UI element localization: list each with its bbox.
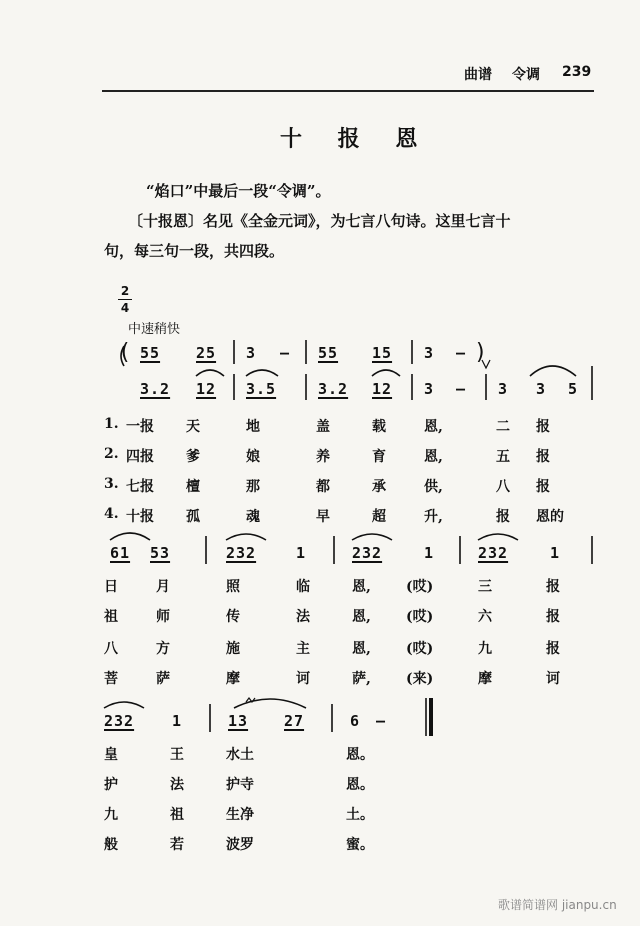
slur [352,534,392,540]
melody-note: 1 [172,712,183,730]
lyric: 般 [104,837,118,853]
slur [530,366,576,376]
lyric: 护 [104,777,118,793]
lyric: 一报 [126,419,154,435]
lyric: (哎) [406,579,434,595]
lyric: 报 [536,449,550,465]
lyric: 祖 [170,807,184,823]
intro-line-2: 〔十报恩〕名见《全金元词》，为七言八句诗。这里七言十 [128,212,511,230]
melody-note: 1 [296,544,307,562]
melody-note: 232 [478,544,509,562]
lyric: 地 [246,419,260,435]
lyric: 恩, [352,641,371,657]
melody-note: 3 [498,380,509,398]
stave-brace [121,346,124,366]
melody-note: 13 [228,712,249,730]
lyric: 生净 [226,807,254,823]
intro-note: 25 [196,344,217,362]
lyric: 日 [104,579,118,595]
lyric: 报 [546,579,560,595]
intro-dash: — [456,344,467,362]
lyric: 报 [536,479,550,495]
lyric: 载 [372,419,386,435]
lyric: 养 [316,449,330,465]
time-signature-bottom: 4 [120,301,130,315]
lyric: 王 [170,747,184,763]
verse-number: 3. [104,476,119,492]
lyric: 爹 [186,449,200,465]
intro-note: 55 [140,344,161,362]
lyric: 报 [536,419,550,435]
lyric: 恩的 [536,509,564,525]
intro-open-paren: ( [118,340,133,365]
lyric: 波罗 [226,837,254,853]
slur [104,702,144,708]
lyric: 施 [226,641,240,657]
breath-mark [482,360,490,368]
lyric: 摩 [226,671,240,687]
lyric: 月 [156,579,170,595]
lyric: 早 [316,509,330,525]
lyric: 娘 [246,449,260,465]
lyric: 九 [478,641,492,657]
slur [372,370,400,376]
lyric: 三 [478,579,492,595]
lyric: 檀 [186,479,200,495]
header-book: 曲谱 [464,67,492,83]
lyric: 超 [372,509,386,525]
final-barline-thick [429,698,433,736]
slur [478,534,518,540]
lyric: 恩, [352,579,371,595]
melody-note: 3 [424,380,435,398]
slur [110,533,150,540]
lyric: 临 [296,579,310,595]
lyric: 恩。 [346,777,374,793]
lyric: 九 [104,807,118,823]
page-title: 十 报 恩 [280,126,432,152]
lyric: 摩 [478,671,492,687]
slur [196,370,224,376]
lyric: 主 [296,641,310,657]
lyric: 恩, [352,609,371,625]
melody-note: 53 [150,544,171,562]
melody-note: 6 [350,712,361,730]
lyric: 恩。 [346,747,374,763]
lyric: 升, [424,509,443,525]
melody-note: 5 [568,380,579,398]
lyric: 若 [170,837,184,853]
lyric: 十报 [126,509,154,525]
lyric: 二 [496,419,510,435]
melody-dash: — [376,712,387,730]
lyric: 恩, [424,449,443,465]
melody-note: 12 [372,380,393,398]
intro-note: 55 [318,344,339,362]
melody-note: 232 [104,712,135,730]
lyric: 报 [496,509,510,525]
lyric: 蜜。 [346,837,374,853]
lyric: 育 [372,449,386,465]
time-signature-top: 2 [120,284,130,298]
intro-line-1: “焰口”中最后一段“令调”。 [146,182,331,200]
page-number: 239 [562,64,592,80]
lyric: 五 [496,449,510,465]
lyric: (哎) [406,641,434,657]
lyric: 诃 [296,671,310,687]
intro-note: 3 [424,344,435,362]
melody-note: 61 [110,544,131,562]
lyric: (哎) [406,609,434,625]
melody-note: 3.2 [140,380,171,398]
lyric: 法 [296,609,310,625]
lyric: 恩, [424,419,443,435]
lyric: 祖 [104,609,118,625]
lyric: 传 [226,609,240,625]
lyric: (来) [406,671,434,687]
slur [226,534,266,540]
lyric: 报 [546,641,560,657]
lyric: 八 [496,479,510,495]
intro-close-paren: ) [474,340,489,365]
melody-note: 232 [352,544,383,562]
lyric: 土。 [346,807,374,823]
lyric: 都 [316,479,330,495]
lyric: 八 [104,641,118,657]
melody-note: 12 [196,380,217,398]
lyric: 承 [372,479,386,495]
melody-dash: — [456,380,467,398]
lyric: 天 [186,419,200,435]
slur [234,699,306,708]
lyric: 萨 [156,671,170,687]
lyric: 盖 [316,419,330,435]
intro-note: 3 [246,344,257,362]
melody-note: 27 [284,712,305,730]
lyric: 七报 [126,479,154,495]
melody-note: 232 [226,544,257,562]
melody-note: 1 [550,544,561,562]
lyric: 方 [156,641,170,657]
verse-number: 2. [104,446,119,462]
lyric: 四报 [126,449,154,465]
melody-note: 1 [424,544,435,562]
lyric: 六 [478,609,492,625]
lyric: 护寺 [226,777,254,793]
lyric: 报 [546,609,560,625]
lyric: 魂 [246,509,260,525]
melody-note: 3.5 [246,380,277,398]
watermark: 歌谱简谱网 jianpu.cn [498,898,617,912]
lyric: 法 [170,777,184,793]
lyric: 师 [156,609,170,625]
intro-line-3: 句，每三句一段，共四段。 [104,242,285,260]
lyric: 照 [226,579,240,595]
lyric: 菩 [104,671,118,687]
header-section: 令调 [512,67,540,83]
melody-note: 3 [536,380,547,398]
verse-number: 1. [104,416,119,432]
lyric: 萨, [352,671,371,687]
lyric: 水土 [226,747,254,763]
melody-note: 3.2 [318,380,349,398]
lyric: 孤 [186,509,200,525]
lyric: 皇 [104,747,118,763]
lyric: 诃 [546,671,560,687]
lyric: 供, [424,479,443,495]
intro-note: 15 [372,344,393,362]
lyric: 那 [246,479,260,495]
verse-number: 4. [104,506,119,522]
intro-dash: — [280,344,291,362]
tempo-marking: 中速稍快 [128,322,181,337]
slur [246,370,278,376]
